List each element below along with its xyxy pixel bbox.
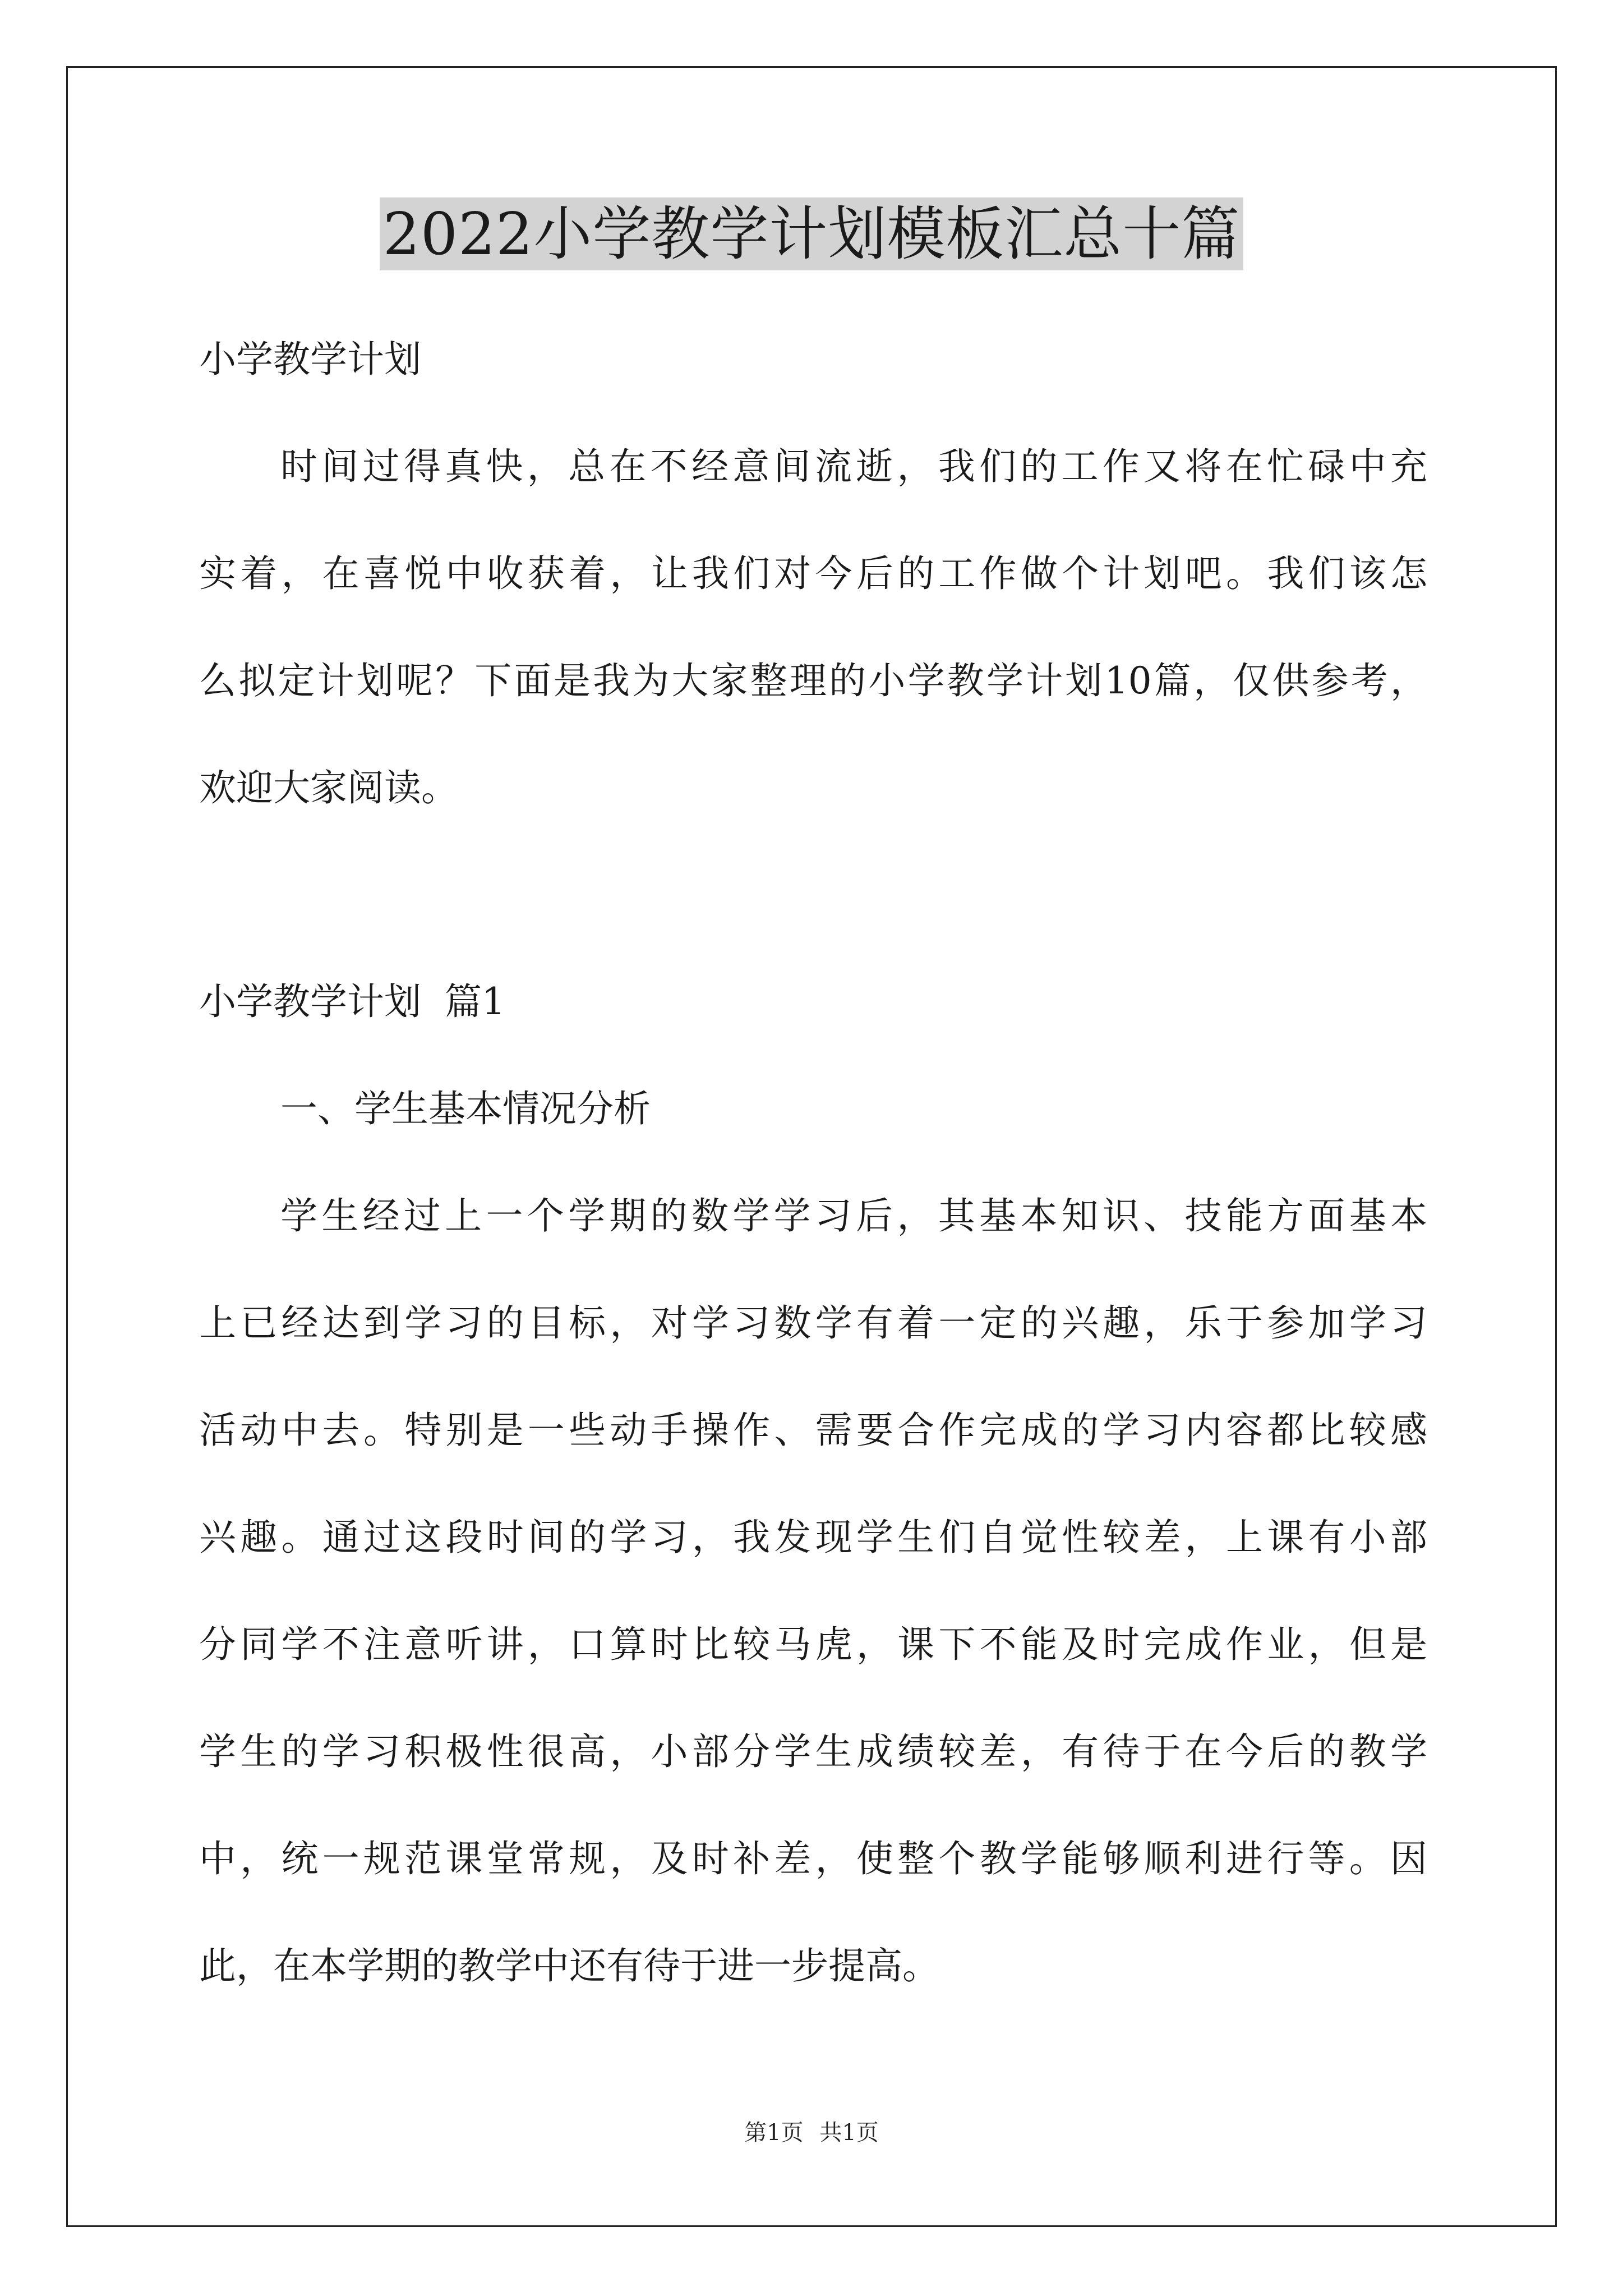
intro-line: 时间过得真快，总在不经意间流逝，我们的工作又将在忙碌中充 [280, 445, 1427, 488]
paragraph-gap [199, 841, 1427, 948]
body-line: 此，在本学期的教学中还有待于进一步提高。 [199, 1944, 939, 1987]
body-line: 分同学不注意听讲，口算时比较马虎，课下不能及时完成作业，但是 [199, 1623, 1427, 1666]
intro-line: 么拟定计划呢？下面是我为大家整理的小学教学计划10篇，仅供参考， [199, 659, 1427, 702]
title-container [0, 197, 1623, 270]
body-line: 兴趣。通过这段时间的学习，我发现学生们自觉性较差，上课有小部 [199, 1516, 1427, 1559]
page-number: 第1页 [744, 2120, 804, 2146]
body-line: 中，统一规范课堂常规，及时补差，使整个教学能够顺利进行等。因 [199, 1837, 1427, 1880]
page-total: 共1页 [819, 2120, 879, 2146]
body-line: 上已经达到学习的目标，对学习数学有着一定的兴趣，乐于参加学习 [199, 1301, 1427, 1345]
intro-line: 实着，在喜悦中收获着，让我们对今后的工作做个计划吧。我们该怎 [199, 552, 1427, 595]
document-body [199, 306, 1427, 2019]
body-line: 活动中去。特别是一些动手操作、需要合作完成的学习内容都比较感 [199, 1409, 1427, 1452]
section-heading: 小学教学计划 [199, 338, 421, 381]
intro-line: 欢迎大家阅读。 [199, 766, 458, 809]
article-heading: 小学教学计划 篇1 [199, 980, 505, 1023]
document-title: 2022小学教学计划模板汇总十篇 [380, 197, 1244, 270]
body-line: 学生的学习积极性很高，小部分学生成绩较差，有待于在今后的教学 [199, 1730, 1427, 1773]
body-line: 学生经过上一个学期的数学学习后，其基本知识、技能方面基本 [280, 1194, 1427, 1237]
subheading: 一、学生基本情况分析 [280, 1087, 651, 1130]
page-footer [0, 2116, 1623, 2150]
